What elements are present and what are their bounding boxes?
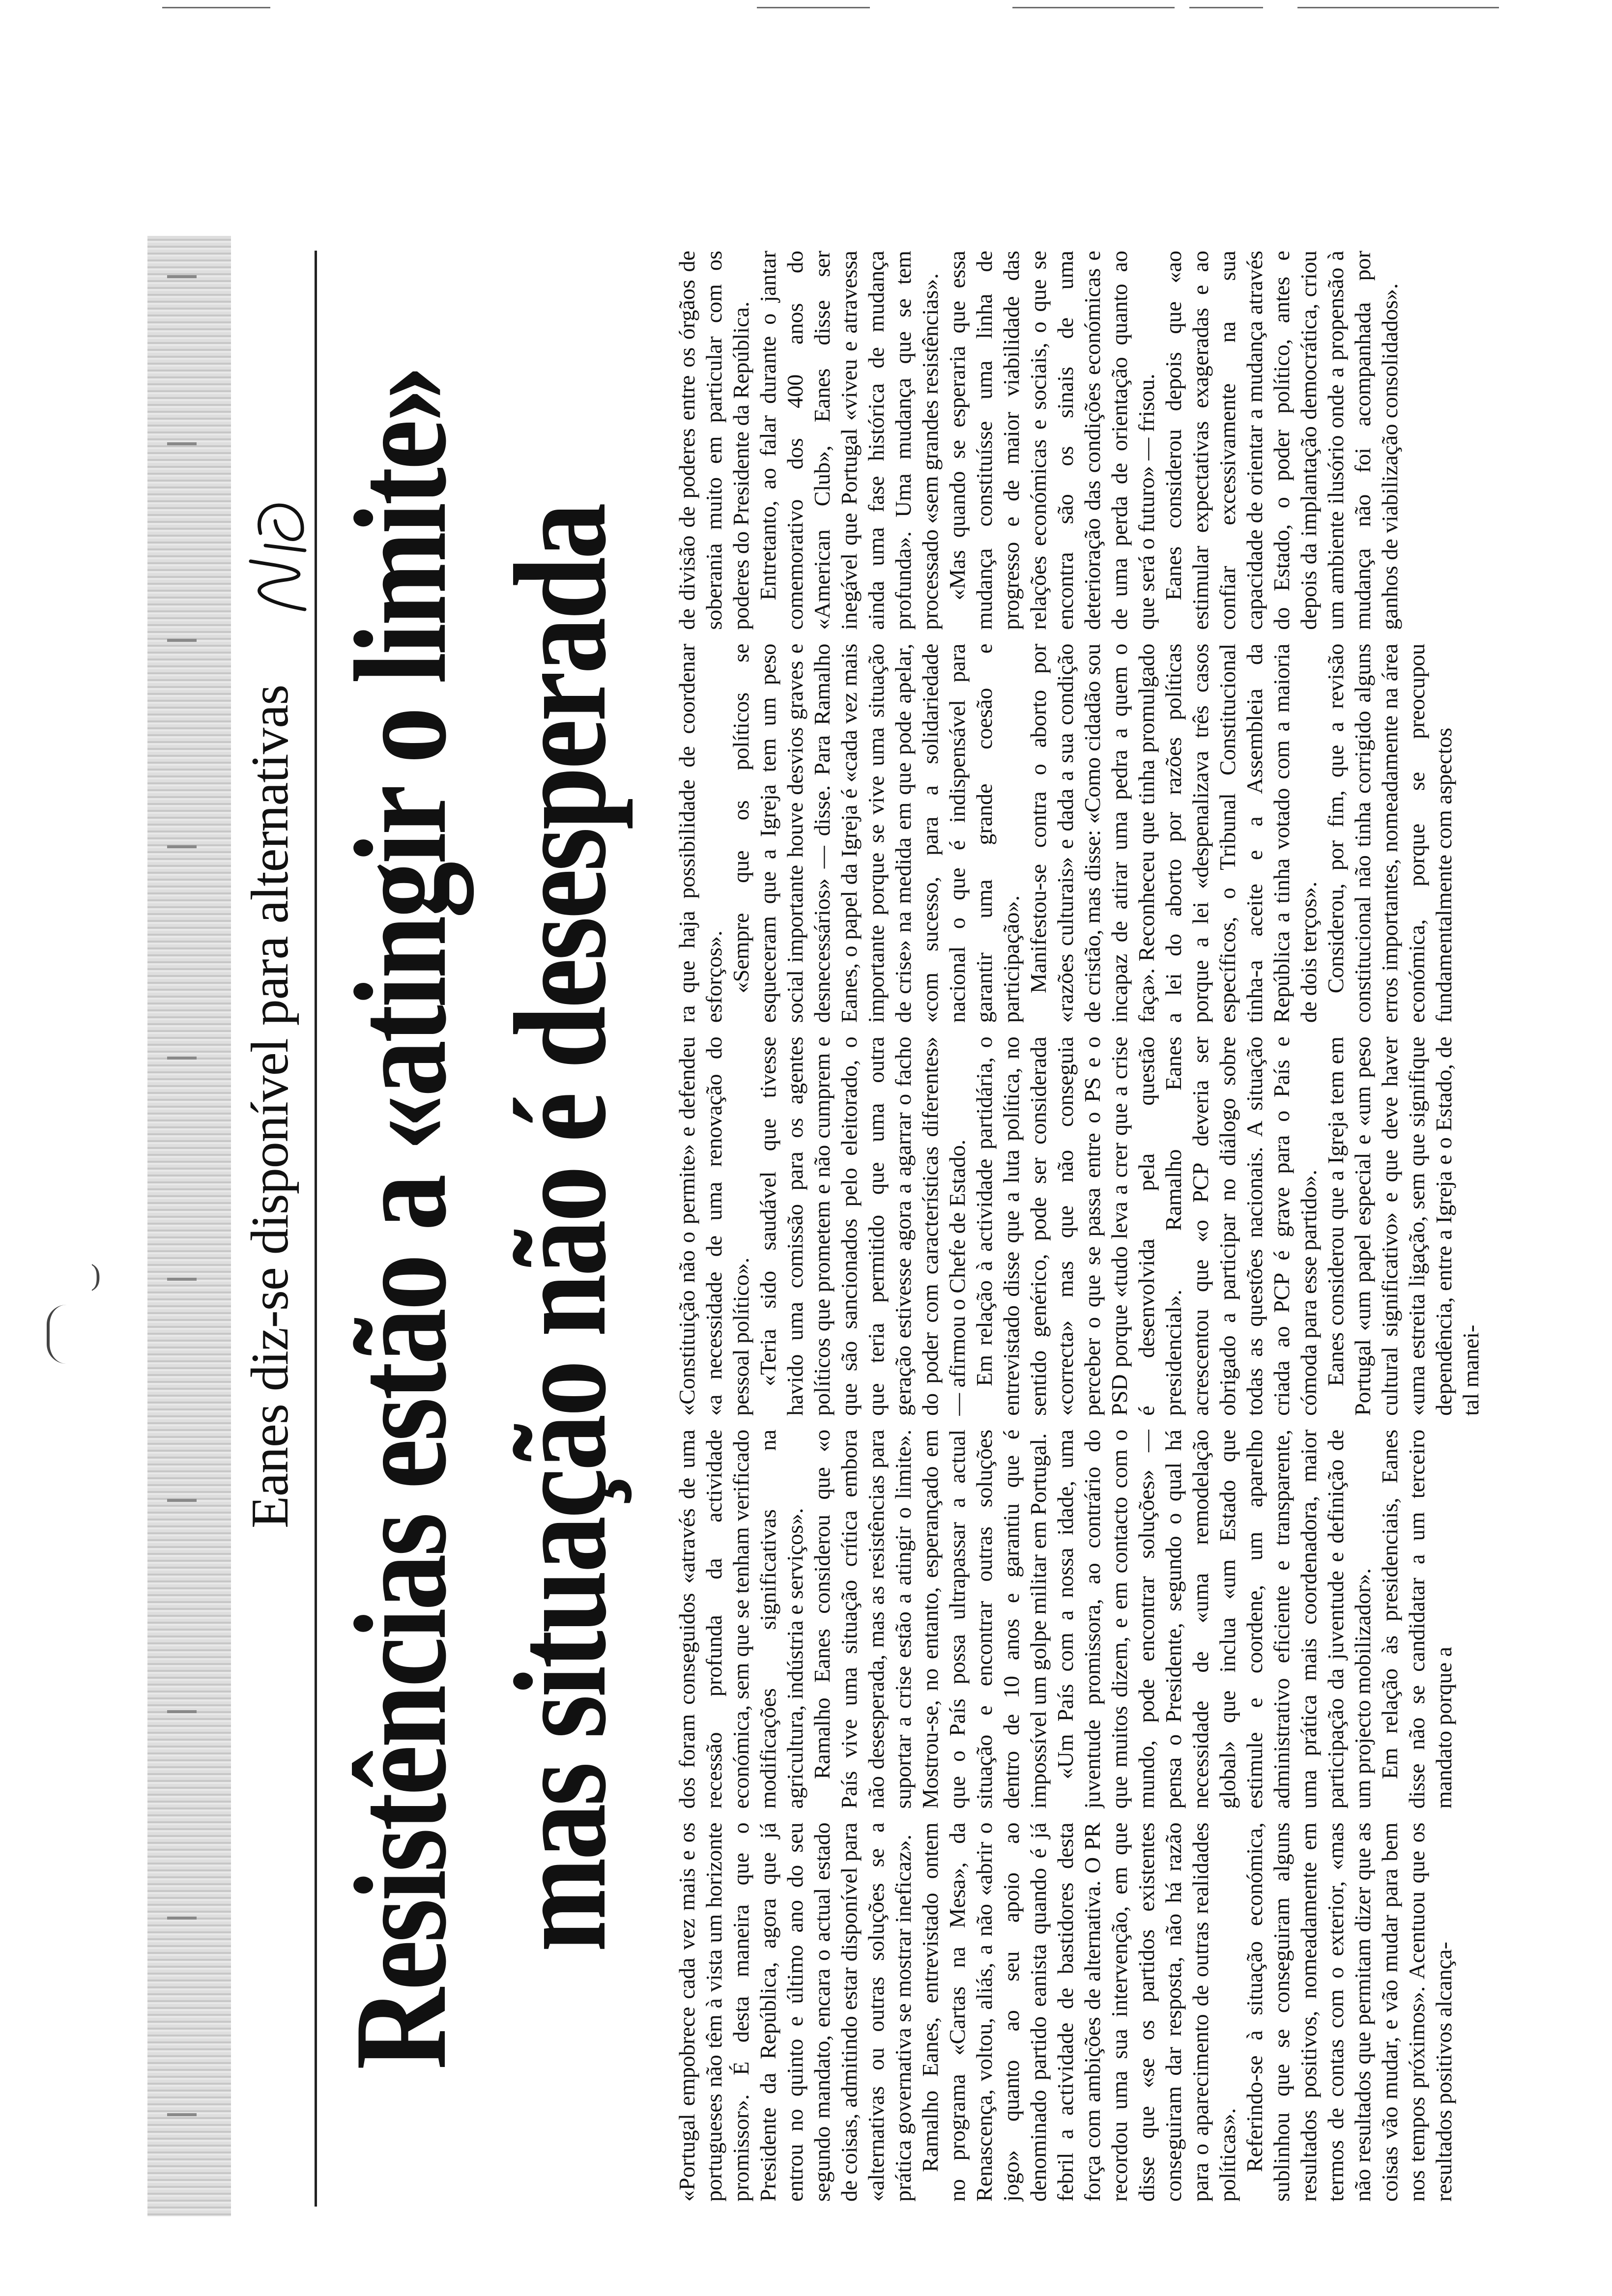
strip-tick-mark bbox=[167, 1917, 197, 1920]
strip-tick-mark bbox=[167, 639, 197, 642]
article-paragraph: dos foram conseguidos «através de uma recessão profunda da actividade económica, sem que se tenham verificado modificações significativas na agricultura, indústria e serviços». bbox=[674, 1429, 807, 1809]
article-column bbox=[673, 251, 1587, 630]
strip-tick-mark bbox=[167, 442, 197, 445]
kicker-headline: Eanes diz-se disponível para alternativas bbox=[241, 685, 299, 1528]
article-paragraph: «Portugal empobrece cada vez mais e os portugueses não têm à vista um horizonte promissor». É desta maneira que o Presidente da República, agora que já entrou no quinto e último ano do seu segundo mandato, encara o actual estado de coisas, admitindo estar disponível para «alternativas ou outras soluções se a prática governativa se mostrar ineficaz». bbox=[674, 1822, 916, 2202]
article-paragraph: Em relação às presidenciais, Eanes disse não se candidatar a um terceiro mandato porque a bbox=[1377, 1429, 1456, 1809]
strip-tick-mark bbox=[167, 1499, 197, 1502]
article-paragraph: Ramalho Eanes, entrevistado ontem no programa «Cartas na Mesa», da Renascença, voltou, aliás, a não «abrir o jogo» quanto ao seu apoio ao denominado partido eanista quando é já febril a actividade de bastidores desta força com ambições de alternativa. O PR recordou uma sua intervenção, em que disse que «se os partidos existentes conseguiram dar resposta, não há razão para o aparecimento de outras realidades políticas». bbox=[918, 1822, 1240, 2202]
strip-tick-mark bbox=[167, 845, 197, 848]
article-body bbox=[673, 251, 1587, 2202]
article-paragraph: Em relação à actividade partidária, o entrevistado disse que a luta política, no sentido genérico, pode ser considerada «correcta» mas que não conseguia perceber o que se passa entre o PS e o PSD porque «tudo leva a crer que a crise é desenvolvida pela questão presidencial». Ramalho Eanes acrescentou que «o PCP deveria ser obrigado a participar no diálogo sobre todas as questões nacionais. A situação criada ao PCP é grave para o País e cómoda para esse partido». bbox=[972, 1036, 1321, 1416]
article-paragraph: Entretanto, ao falar durante o jantar comemorativo dos 400 anos do «American Club», Eanes disse ser inegável que Portugal «viveu e atravessa ainda uma fase histórica de mudança profunda». Uma mudança que se tem processado «sem grandes resistências». bbox=[755, 251, 943, 630]
article-paragraph: «Teria sido saudável que tivesse havido uma comissão para os agentes políticos que prometem e não cumprem e que são sancionados pelo eleitorado, o que teria permitido que uma outra geração estivesse agora a agarrar o facho do poder com características diferentes» — afirmou o Chefe de Estado. bbox=[755, 1036, 970, 1416]
headline-rule bbox=[315, 251, 317, 2207]
article-column bbox=[673, 1036, 1587, 1416]
article-paragraph: «Sempre que os políticos se esqueceram que a Igreja tem um peso social importante houve desvios graves e desnecessários» — disse. Para Ramalho Eanes, o papel da Igreja é «cada vez mais importante porque se vive uma situação de crise» na medida em que pode apelar, «com sucesso, para a solidariedade nacional o que é indispensável para garantir uma grande coesão e participação». bbox=[728, 643, 1024, 1023]
article-paragraph: Eanes considerou depois que «ao estimular expectativas exageradas e ao confiar excessivamente na sua capacidade de orientar a mudança através do Estado, o poder político, antes e depois da implantação democrática, criou um ambiente ilusório onde a propensão à mudança não foi acompanhada por ganhos de viabilização consolidados». bbox=[1161, 251, 1402, 630]
article-paragraph: ra que haja possibilidade de coordenar esforços». bbox=[674, 643, 726, 1023]
article-paragraph: «Constituição não o permite» e defendeu «a necessidade de uma renovação do pessoal político». bbox=[674, 1036, 753, 1416]
article-paragraph: Eanes considerou que a Igreja tem em Portugal «um papel especial e «um peso cultural significativo» e que deve haver «uma estreita ligação, sem que signifique dependência, entre a Igreja e o Estado, de tal manei- bbox=[1323, 1036, 1483, 1416]
strip-tick-mark bbox=[167, 275, 197, 278]
strip-tick-mark bbox=[167, 1057, 197, 1060]
binding-hole-mark: ) bbox=[91, 1259, 101, 1291]
article-paragraph: Referindo-se à situação económica, sublinhou que se conseguiram alguns resultados positivos, nomeadamente em termos de contas com o exterior, «mas não resultados que permitam dizer que as coisas vão mudar, e vão mudar para bem nos tempos próximos». Acentuou que os resultados positivos alcança- bbox=[1242, 1822, 1456, 2202]
article-paragraph: Ramalho Eanes considerou que «o País vive uma situação crítica embora não desesperada, mas as resistências para suportar a crise estão a atingir o limite». Mostrou-se, no entanto, esperançado em que o País possa ultrapassar a actual situação e encontrar outras soluções dentro de 10 anos e garantiu que é impossível um golpe militar em Portugal. bbox=[809, 1429, 1051, 1809]
scan-edge-line bbox=[1189, 7, 1263, 8]
article-paragraph: de divisão de poderes entre os órgãos de soberania muito em particular com os poderes do Presidente da República. bbox=[674, 251, 753, 630]
newspaper-clipping bbox=[231, 236, 1597, 2216]
binding-hole-mark bbox=[47, 1305, 69, 1364]
article-paragraph: Considerou, por fim, que a revisão constitucional não tinha corrigido alguns erros importantes, nomeadamente na área económica, porque se preocupou fundamentalmente com aspectos bbox=[1323, 643, 1456, 1023]
article-paragraph: «Um País com a nossa idade, uma juventude promissora, ao contrário do que muitos dizem, e em contacto com o mundo, pode encontrar soluções» — pensa o Presidente, segundo o qual há necessidade de «uma remodelação global» que inclua «um Estado que estimule e coordene, um aparelho administrativo eficiente e transparente, uma prática mais coordenadora, maior participação da juventude e definição de um projecto mobilizador». bbox=[1053, 1429, 1375, 1809]
strip-tick-mark bbox=[167, 1710, 197, 1713]
strip-tick-mark bbox=[167, 1278, 197, 1281]
scan-edge-line bbox=[1297, 7, 1499, 8]
article-paragraph: «Mas quando se esperaria que essa mudança constituísse uma linha de progresso e de maior viabilidade das relações económicas e sociais, o que se encontra são os sinais de uma deterioração das condições económicas e de uma perda de orientação quanto ao que será o futuro» — frisou. bbox=[945, 251, 1159, 630]
scan-edge-line bbox=[162, 7, 270, 8]
headline-line-1: Resistências estão a «atingir o limite» bbox=[327, 368, 473, 2070]
article-column bbox=[673, 1430, 1587, 1809]
handwritten-signature bbox=[231, 491, 315, 619]
article-column bbox=[673, 644, 1587, 1023]
article-column bbox=[673, 1822, 1587, 2202]
scan-edge-line bbox=[757, 7, 870, 8]
headline-line-2: mas situação não é desesperada bbox=[487, 505, 633, 1952]
strip-tick-mark bbox=[167, 2113, 197, 2116]
scan-edge-line bbox=[1012, 7, 1175, 8]
article-paragraph: Manifestou-se contra o aborto por «razões culturais» e dada a sua condição de cristão, mas disse: «Como cidadão sou incapaz de atirar uma pedra a quem o faça». Reconheceu que tinha promulgado a lei do aborto por razões políticas porque a lei «despenalizava três casos específicos, o Tribunal Constitucional tinha-a aceite e a Assembleia da República a tinha votado com a maioria de dois terços». bbox=[1026, 643, 1321, 1023]
